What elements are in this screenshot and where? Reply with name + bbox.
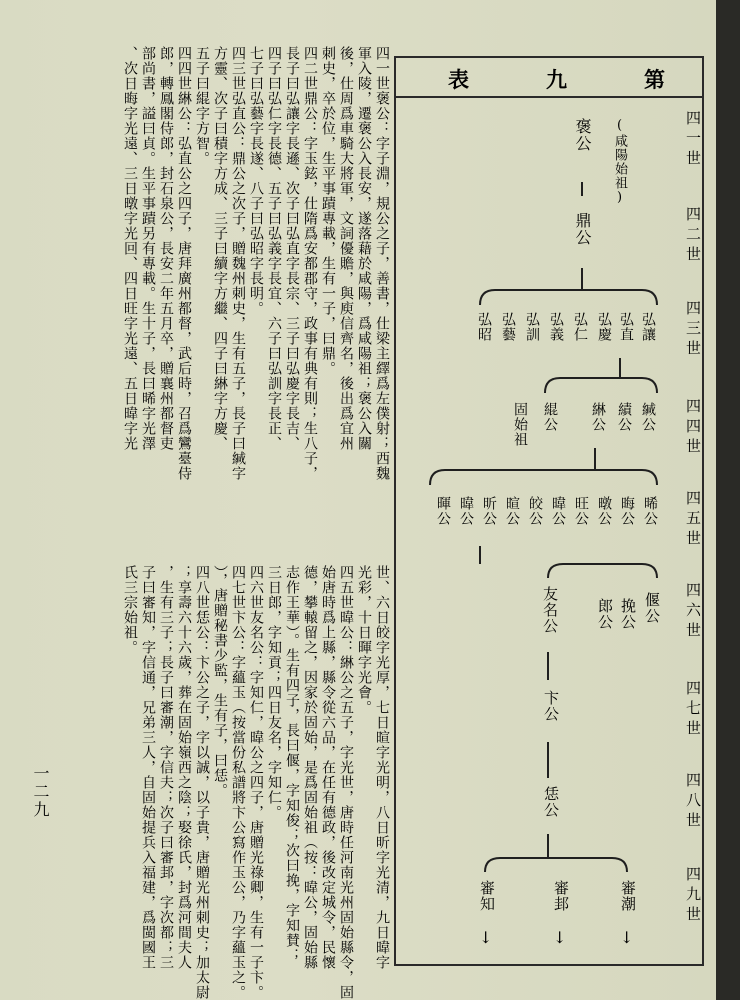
person-gen45: 晦公	[619, 496, 635, 526]
person-gen46: 挽公	[619, 598, 637, 630]
text-column: 四子曰弘仁字長德、五子曰弘義字長宜、六子曰弘訓字長正、	[266, 46, 282, 451]
person-gen43: 弘慶	[596, 312, 612, 342]
text-column: 郎，轉鳳閣侍郎，封石泉公，長安二年五月卒，贈襄州都督吏	[158, 46, 174, 451]
generation-label: 四二世	[684, 206, 702, 266]
person-gen45: 暾公	[596, 496, 612, 526]
text-column: 後，仕周爲車騎大將軍，文詞優贍，與庾信齊名，後出爲宜州	[338, 46, 354, 451]
generation-label: 四一世	[684, 110, 702, 170]
down-arrow-icon: ↓	[620, 928, 634, 947]
text-column: 三日郎，字知貢；四日友名，字知仁。	[266, 565, 282, 820]
text-column: 五子曰緄字方智。	[194, 46, 210, 166]
person-gen43: 弘義	[548, 312, 564, 342]
text-column: 子曰審知，字信通，兄弟三人，自固始提兵入福建，爲閩國王	[140, 565, 156, 970]
text-column: 四六世友名公：字知仁，暐公之四子，唐贈光祿卿，生有一子卞。	[248, 565, 264, 1000]
person-gen43: 弘直	[618, 312, 634, 342]
title-char: 第	[644, 67, 665, 92]
person-gen43: 弘仁	[572, 312, 588, 342]
text-column: 、次日晦字光遠、三日暾字光回、四日旺字光遠、五日暐字光	[122, 46, 138, 451]
person-gen43: 弘讓	[640, 312, 656, 342]
person-gen44: 綝公	[590, 402, 606, 432]
text-column: 七子曰弘藝字長遂、八子曰弘昭字長明。	[248, 46, 264, 316]
text-column: 刺史，卒於位，生平事蹟專載，生有一子，曰鼎。	[320, 46, 336, 376]
title-char: 九	[546, 67, 567, 92]
person-gen45: 暉公	[435, 496, 451, 526]
person-youming: 友名公	[541, 586, 559, 634]
generation-label: 四三世	[684, 300, 702, 360]
person-gen44: 績公	[616, 402, 632, 432]
text-column: 始唐時爲上縣，縣令從六品，在任有德政，後改定城令，民懷	[320, 565, 336, 970]
person-gen45: 皎公	[527, 496, 543, 526]
person-shengui: 審邽	[552, 880, 570, 912]
person-gen45: 旺公	[573, 496, 589, 526]
text-column: 德，攀轅留之，因家於固始，是爲固始祖（按：暐公，固始縣	[302, 565, 318, 970]
text-column: 部尚書，謚曰貞。生平事蹟另有專載。生十子，長曰晞字光澤	[140, 46, 156, 451]
person-ding: 鼎公	[573, 212, 592, 246]
text-column: 世、六日皎字光厚，七日暄字光明，八日昕字光清，九日暐字	[374, 565, 390, 970]
text-column: 氏三宗始祖。	[122, 565, 138, 655]
text-column: 光彩，十日暉字光會。	[356, 565, 372, 715]
text-column: 方靈、次子曰積字方成、三子曰續字方繼、四子曰綝字方慶、	[212, 46, 228, 451]
person-gen46: 郎公	[596, 598, 614, 630]
text-column: 四二世鼎公：字玉鉉，仕隋爲安都郡守，政事有典有則；生八子，	[302, 46, 318, 481]
text-column: 四三世弘直公：鼎公之次子，贈魏州刺史，生有五子，長子曰緘字	[230, 46, 246, 481]
generation-label: 四五世	[684, 490, 702, 550]
generation-label: 四六世	[684, 582, 702, 642]
person-bian: 卞公	[542, 690, 560, 722]
text-column: ），唐贈秘書少監，生有子，曰恁。	[212, 565, 228, 798]
text-column: 四八世恁公：卞公之子，字以誠，以子貴，唐贈光州刺史；加太尉	[194, 565, 210, 1000]
person-gen45: 晞公	[642, 496, 658, 526]
generation-label: 四九世	[684, 866, 702, 926]
page-number: 一二九	[31, 765, 50, 819]
person-gen45: 暐公	[458, 496, 474, 526]
text-column: 長子曰弘讓字長遜、次子曰弘直字長宗、三子曰弘慶字長吉、	[284, 46, 300, 451]
text-column: 軍入陵，遷褒公入長安，遂落藉於咸陽，爲咸陽祖；褒公入關	[356, 46, 372, 451]
text-column: 四一世褒公：字子淵，規公之子，善書，仕梁主繹爲左僕射；西魏	[374, 46, 390, 481]
text-column: ，生有三子；長子曰審潮，字信夫；次子曰審邽，字次都；三	[158, 565, 174, 970]
person-shenchao: 審潮	[619, 880, 637, 912]
person-ren: 恁公	[542, 786, 560, 818]
person-gen44: 緘公	[640, 402, 656, 432]
founder-note: (咸陽始祖)	[612, 118, 627, 206]
title-char: 表	[448, 67, 469, 92]
generation-label: 四八世	[684, 772, 702, 832]
generation-label: 四四世	[684, 398, 702, 458]
person-gen45: 昕公	[481, 496, 497, 526]
down-arrow-icon: ↓	[479, 928, 493, 947]
generation-label: 四七世	[684, 680, 702, 740]
person-gen43: 弘訓	[524, 312, 540, 342]
text-column: 志作王華）。生有四子，長曰偃，字知俊；次曰挽，字知賛；	[284, 565, 300, 963]
gushi-ancestor-note: 固始祖	[512, 402, 528, 447]
text-column: 四五世暐公：綝公之五子，字光世，唐時任河南光州固始縣令，固	[338, 565, 354, 1000]
person-shenzhi: 審知	[478, 880, 496, 912]
down-arrow-icon: ↓	[553, 928, 567, 947]
text-column: 四四世綝公：弘直公之四子，唐拜廣州都督，武后時，召爲鸞臺侍	[176, 46, 192, 481]
text-column: ；享壽六十六歲，葬在固始嶺西之陰；娶徐氏，封爲河間夫人	[176, 565, 192, 970]
text-column: 四七世卞公：字蘊玉（按當份私譜將卞公寫作玉公，乃字蘊玉之。	[230, 565, 246, 1000]
person-gen43: 弘藝	[500, 312, 516, 342]
person-gen45: 暄公	[504, 496, 520, 526]
person-gen46: 偃公	[643, 592, 661, 624]
person-bao: 褒公	[573, 118, 592, 152]
person-gen45: 暐公	[550, 496, 566, 526]
person-gen43: 弘昭	[476, 312, 492, 342]
person-gen44: 緄公	[542, 402, 558, 432]
